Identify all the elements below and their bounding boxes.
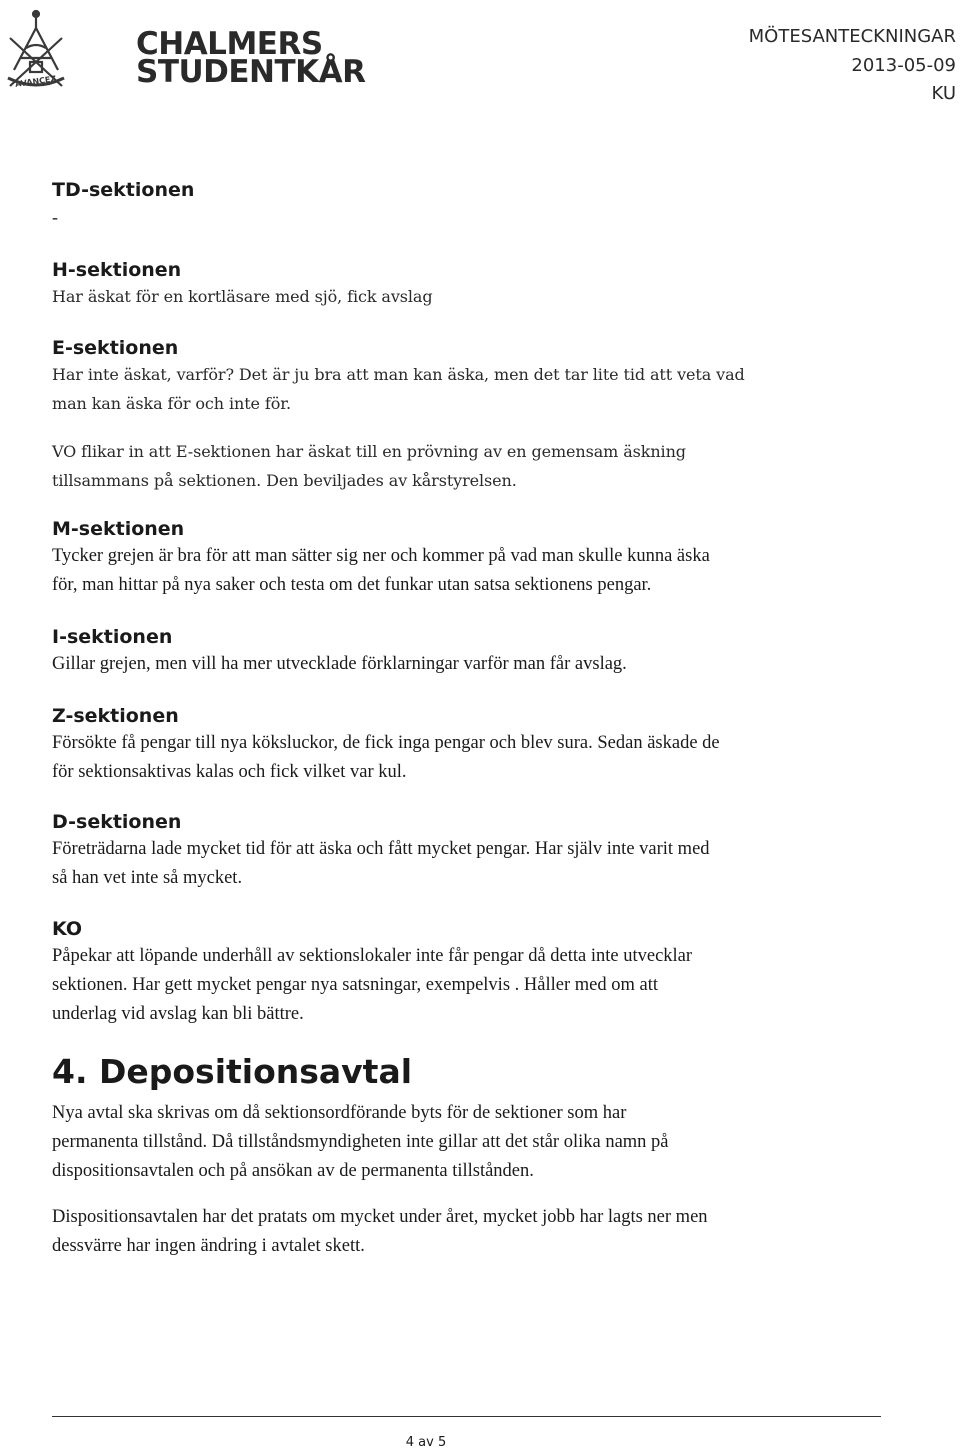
logo-line-2: STUDENTKÅR (136, 54, 366, 90)
section-z (52, 703, 832, 787)
footer-divider (52, 1416, 881, 1417)
paragraph-line: Dispositionsavtalen har det pratats om mycket under året, mycket jobb har lagts ner men (52, 1207, 708, 1227)
section-text: så han vet inte så mycket. (52, 868, 243, 888)
section-d (52, 809, 832, 893)
logo-line-1: CHALMERS (136, 26, 323, 62)
section-heading: D-sektionen (52, 811, 182, 833)
section-text: sektionen. Har gett mycket pengar nya satsningar, exempelvis . Håller med om att (52, 975, 658, 995)
section-heading: KO (52, 918, 83, 940)
section-text: Gillar grejen, men vill ha mer utvecklade förklarningar varför man får avslag. (52, 654, 627, 674)
agenda-paragraph-1 (52, 1099, 832, 1186)
chalmers-studentkar-logo (6, 8, 366, 90)
doc-date: 2013-05-09 (851, 54, 956, 76)
paragraph-line: dessvärre har ingen ändring i avtalet skett. (52, 1236, 365, 1256)
section-text: för sektionsaktivas kalas och fick vilket var kul. (52, 762, 407, 782)
document-meta (749, 23, 956, 109)
section-heading: TD-sektionen (52, 179, 195, 201)
agenda-item-title: 4. Depositionsavtal (52, 1052, 413, 1091)
section-text: Påpekar att löpande underhåll av sektionslokaler inte får pengar då detta inte utvecklar (52, 946, 693, 966)
doc-type: MÖTESANTECKNINGAR (748, 26, 956, 47)
section-m (52, 516, 832, 600)
section-text: - (52, 207, 58, 227)
section-ko (52, 916, 832, 1029)
section-text: Försökte få pengar till nya köksluckor, de fick inga pengar och blev sura. Sedan äskade de (52, 733, 720, 753)
section-h (52, 257, 832, 312)
paragraph-line: dispositionsavtalen och på ansökan av de permanenta tillstånden. (52, 1161, 534, 1181)
section-heading: Z-sektionen (52, 705, 179, 727)
agenda-paragraph-2 (52, 1203, 832, 1261)
section-text: underlag vid avslag kan bli bättre. (52, 1004, 304, 1024)
section-td (52, 177, 832, 232)
section-e (52, 335, 832, 418)
section-i (52, 624, 832, 679)
section-heading: I-sektionen (52, 626, 173, 648)
section-text: Tycker grejen är bra för att man sätter sig ner och kommer på vad man skulle kunna äska (52, 546, 710, 566)
paragraph-line: Nya avtal ska skrivas om då sektionsordförande byts för de sektioner som har (52, 1103, 627, 1123)
section-text: man kan äska för och inte för. (52, 393, 292, 413)
page-number: 4 av 5 (405, 1435, 447, 1450)
section-text: Har inte äskat, varför? Det är ju bra att man kan äska, men det tar lite tid att veta vad (52, 365, 745, 384)
logo-wordmark (136, 26, 366, 90)
section-heading: H-sektionen (52, 259, 182, 281)
section-heading: E-sektionen (52, 337, 179, 359)
emblem-icon (6, 8, 124, 90)
paragraph-line: permanenta tillstånd. Då tillståndsmyndigheten inte gillar att det står olika namn på (52, 1132, 669, 1152)
section-text: för, man hittar på nya saker och testa om det funkar utan satsa sektionens pengar. (52, 575, 652, 595)
section-text: Har äskat för en kortläsare med sjö, fick avslag (52, 287, 433, 306)
doc-committee: KU (931, 83, 956, 104)
section-heading: M-sektionen (52, 518, 185, 540)
section-text: VO flikar in att E-sektionen har äskat till en prövning av en gemensam äskning (52, 442, 686, 461)
svg-text:AVANCEZ: AVANCEZ (14, 74, 57, 89)
section-text: tillsammans på sektionen. Den beviljades av kårstyrelsen. (52, 470, 517, 490)
agenda-item-4 (52, 1052, 832, 1092)
section-text: Företrädarna lade mycket tid för att äska och fått mycket pengar. Har själv inte varit med (52, 839, 710, 859)
section-e-note (52, 438, 832, 495)
